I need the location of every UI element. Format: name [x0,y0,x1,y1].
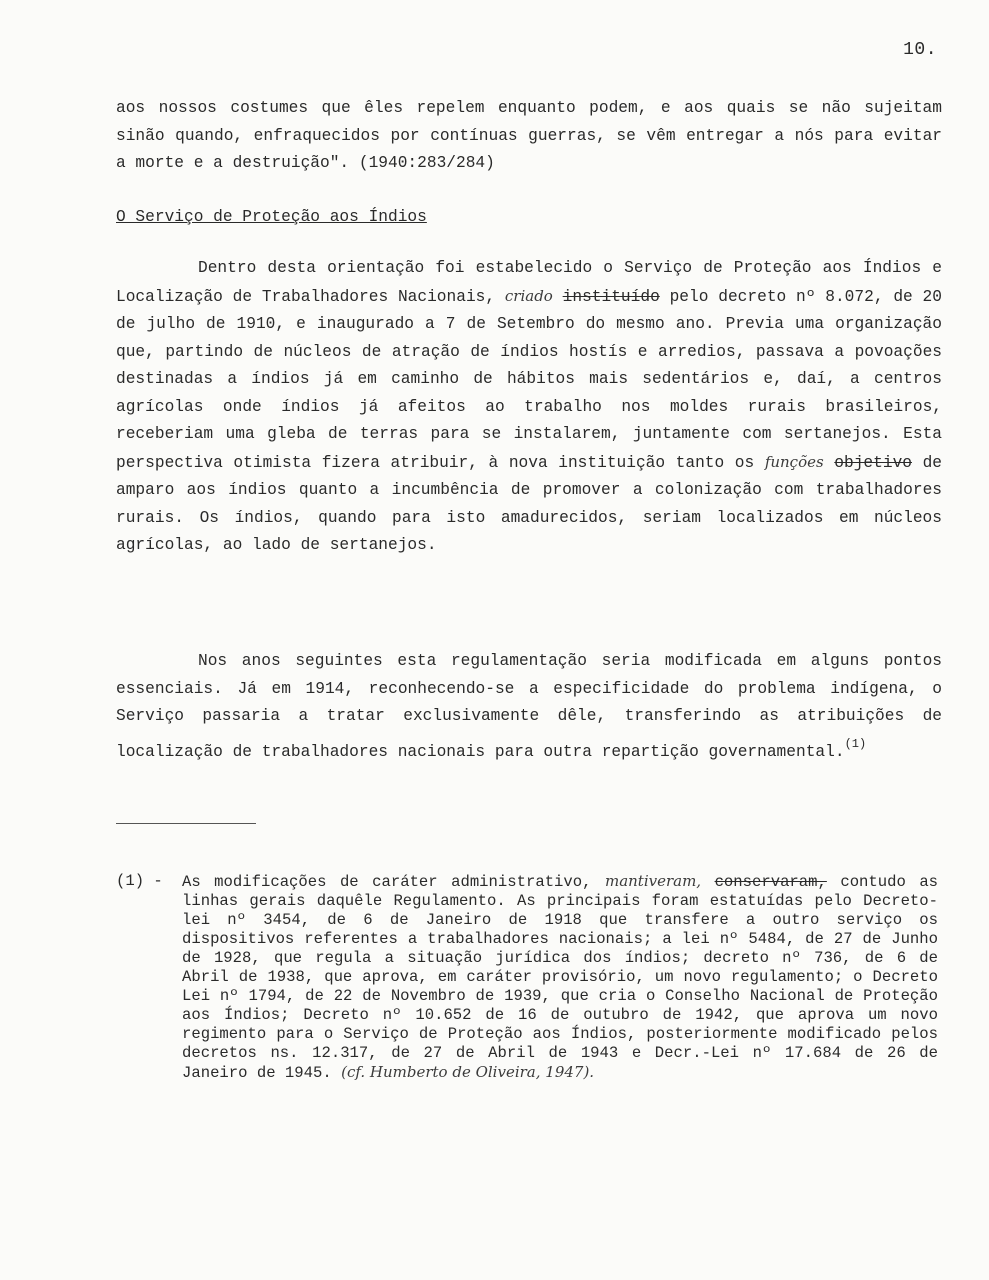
para2-text: Nos anos seguintes esta regulamentação seria modificada em alguns pontos essenciais. Já em 1914, reconhecendo-se a especificidade do problema indígena, o Serviço passaria a tratar exclusivamente dêle, transferindo as atribuições de localização de trabalhadores nacionais para outra repartição governamental. [116,652,942,761]
para1-text-a: Dentro desta orientação foi estabelecido o Serviço de Proteção aos Índios e Localização de Trabalhadores Nacionais, [116,259,942,306]
struck-word-conservaram: conservaram, [714,873,827,891]
handwritten-insert-mantiveram: mantiveram, [604,872,702,890]
handwritten-insert-funcoes: funções [764,452,824,471]
footnote-1 [116,872,938,1083]
handwritten-insert-criado: criado [504,286,553,305]
footnote-text-b: contudo as linhas gerais daquêle Regulamento. As principais foram estatuídas pelo Decreto-lei nº 3454, de 6 de Janeiro de 1918 que transfere a outro serviço os dispositivos referentes a trabalhadores nacionais; a lei nº 5484, de 27 de Junho de 1928, que regula a situação jurídica dos índios; decreto nº 736, de 6 de Abril de 1938, que aprova, em caráter provisório, um novo regulamento; o Decreto Lei nº 1794, de 22 de Novembro de 1939, que cria o Conselho Nacional de Proteção aos Índios; Decreto nº 10.652 de 16 de outubro de 1942, que aprova um novo regimento para o Serviço de Proteção aos Índios, posteriormente modificado pelos decretos ns. 12.317, de 27 de Abril de 1943 e Decr.-Lei nº 17.684 de 26 de Janeiro de 1945. [182,873,939,1082]
footnote-reference: (1) [844,736,867,751]
footnote-body [182,872,938,1083]
struck-word-instituido: instituído [562,287,660,306]
page-number: 10. [903,40,937,60]
paragraph-1 [116,255,942,560]
section-heading: O Serviço de Proteção aos Índios [116,208,427,226]
footnote-divider [116,823,256,824]
struck-word-objetivo: objetivo [834,453,912,472]
footnote-marker: (1) - [116,872,163,890]
para1-text-b: pelo decreto nº 8.072, de 20 de julho de 1910, e inaugurado a 7 de Setembro do mesmo ano. Previa uma organização que, partindo de núcleos de atração de índios hostís e arredios, passava a povoações destinadas a índios já em caminho de hábitos mais sedentários e, daí, a centros agrícolas onde índios já afeitos ao trabalho nos moldes rurais brasileiros, receberiam uma gleba de terras para se instalarem, juntamente com sertanejos. Esta perspectiva otimista fizera atribuir, à nova instituição tanto os [116,287,942,472]
paragraph-2 [116,648,942,766]
footnote-text-a: As modificações de caráter administrativo, [182,873,592,891]
quote-continuation: aos nossos costumes que êles repelem enquanto podem, e aos quais se não sujeitam sinão quando, enfraquecidos por contínuas guerras, se vêm entregar a nós para evitar a morte e a destruição". (1940:283/284) [116,99,942,172]
para1-text-c: de amparo aos índios quanto a incumbência de promover a colonização com trabalhadores rurais. Os índios, quando para isto amadurecidos, seriam localizados em núcleos agrícolas, ao lado de sertanejos. [116,453,943,554]
handwritten-citation: (cf. Humberto de Oliveira, 1947). [341,1063,595,1081]
